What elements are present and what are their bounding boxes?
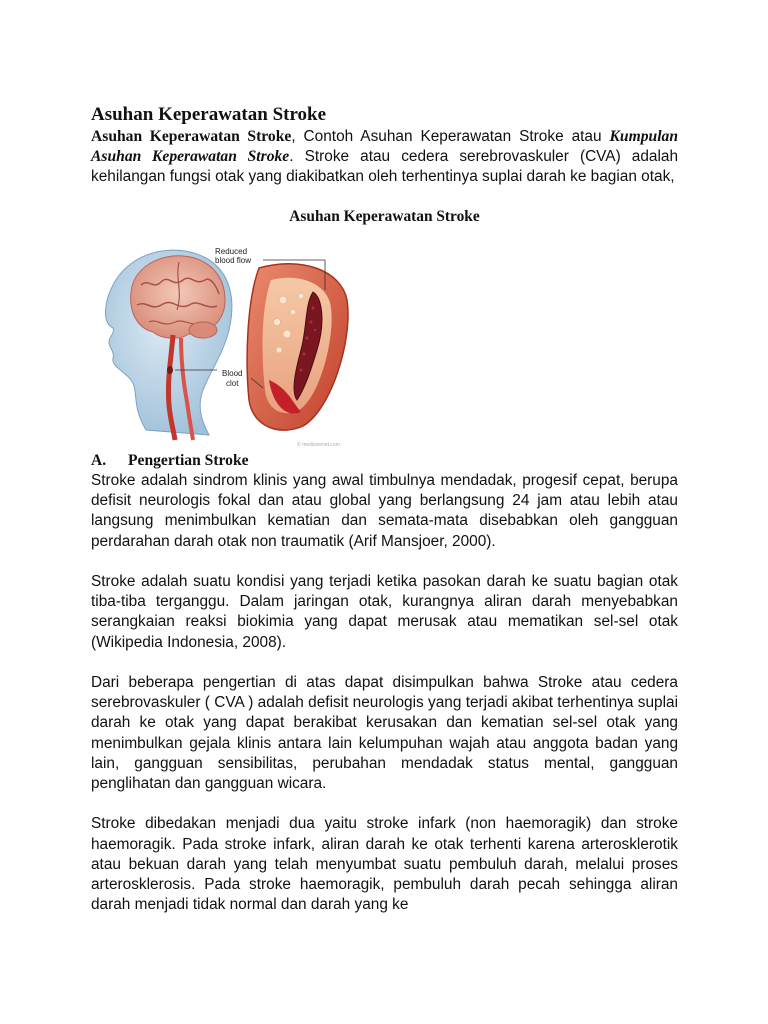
label-blood-clot-1: Blood (222, 369, 243, 378)
label-reduced-blood-flow-1: Reduced (215, 247, 248, 256)
intro-bold-term: Asuhan Keperawatan Stroke (91, 128, 292, 145)
figure-caption: Asuhan Keperawatan Stroke (289, 208, 480, 225)
label-reduced-blood-flow-2: blood flow (215, 256, 252, 265)
section-body (91, 471, 678, 936)
section-number: A. (91, 452, 107, 469)
section-heading (91, 452, 249, 470)
artery-cross-section (247, 264, 348, 430)
stroke-illustration (91, 230, 361, 450)
intro-text-1: , Contoh Asuhan Keperawatan Stroke atau (291, 128, 610, 145)
section-title: Pengertian Stroke (128, 452, 249, 469)
document-title: Asuhan Keperawatan Stroke (91, 104, 327, 125)
body-paragraph: Stroke adalah suatu kondisi yang terjadi ketika pasokan darah ke suatu bagian otak tiba-tiba terganggu. Dalam jaringan otak, kurangnya aliran darah menyebabkan serangkaian reaksi biokimia yang dapat merusak atau mematikan sel-sel otak (Wikipedia Indonesia, 2008). (91, 573, 678, 651)
label-blood-clot-2: clot (226, 379, 239, 388)
brain-shape (131, 256, 225, 338)
intro-text-2: . Stroke atau cedera serebrovaskuler (CVA) adalah kehilangan fungsi otak yang diakibatkan oleh terhentinya suplai darah ke bagian otak, (91, 148, 679, 186)
body-paragraph: Stroke dibedakan menjadi dua yaitu stroke infark (non haemoragik) dan stroke haemoragik. Pada stroke infark, aliran darah ke otak terhenti karena arterosklerotik atau bekuan darah yang telah menyumbat suatu pembuluh darah, melalui proses arterosklerosis. Pada stroke haemoragik, pembuluh darah pecah sehingga aliran darah menjadi tidak normal dan darah yang ke (91, 815, 678, 914)
figure-credit: © medicinenet.com (297, 442, 340, 448)
body-paragraph: Dari beberapa pengertian di atas dapat disimpulkan bahwa Stroke atau cedera serebrovaskuler ( CVA ) adalah defisit neurologis yang terjadi akibat terhentinya suplai darah ke otak yang dapat berakibat kerusakan dan kematian sel-sel otak yang menimbulkan gejala klinis antara lain kelumpuhan wajah atau anggota badan yang lain, gangguan sensibilitas, perubahan mendadak status mental, gangguan penglihatan dan gangguan wicara. (91, 674, 678, 793)
body-paragraph: Stroke adalah sindrom klinis yang awal timbulnya mendadak, progesif cepat, berupa defisit neurologis fokal dan atau global yang berlangsung 24 jam atau lebih atau langsung menimbulkan kematian dan semata-mata disebabkan oleh gangguan perdarahan darah otak non traumatik (Arif Mansjoer, 2000). (91, 472, 678, 550)
intro-paragraph (91, 127, 678, 188)
intro-italic-term: Kumpulan Asuhan Keperawatan Stroke (91, 128, 679, 166)
